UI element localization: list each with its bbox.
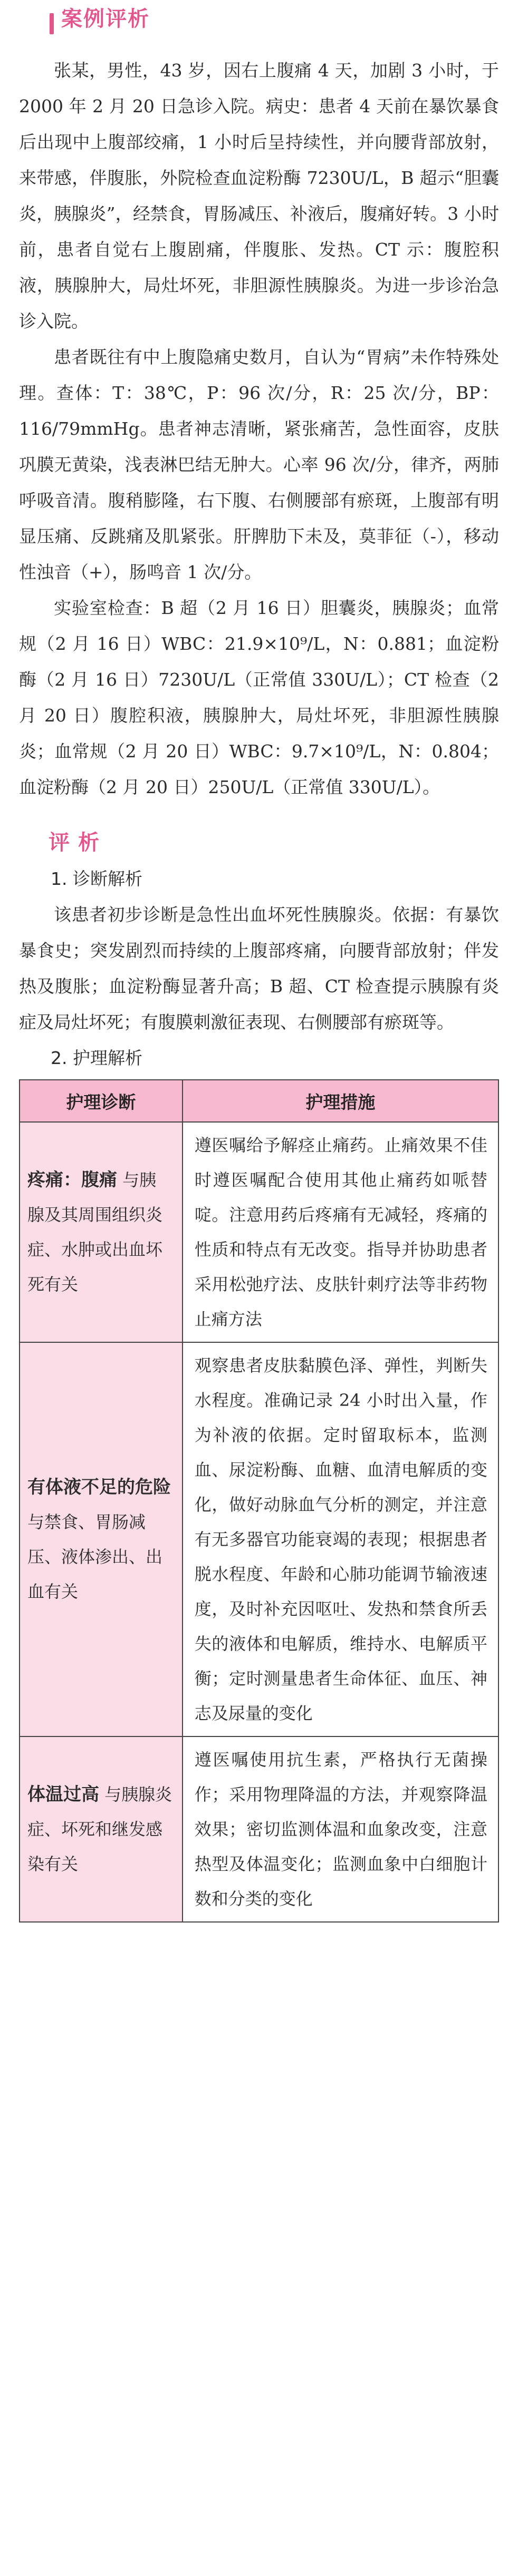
nursing-care-table xyxy=(19,1079,499,1923)
table-row xyxy=(20,1122,498,1342)
analysis-section-header xyxy=(19,824,499,861)
measure-cell: 遵医嘱使用抗生素，严格执行无菌操作；采用物理降温的方法，并观察降温效果；密切监测体温和血象改变，注意热型及体温变化；监测血象中白细胞计数和分类的变化 xyxy=(183,1736,498,1922)
diagnosis-cell xyxy=(20,1122,183,1342)
diagnosis-cause: 与胰腺炎症、坏死和继发感染有关 xyxy=(27,1784,172,1874)
case-paragraph-exam: 患者既往有中上腹隐痛史数月，自认为“胃病”未作特殊处理。查体：T：38℃，P：96 次/分，R：25 次/分，BP：116/79mmHg。患者神志清晰，紧张痛苦，急性面容，皮肤巩膜无黄染，浅表淋巴结无肿大。心率 96 次/分，律齐，两肺呼吸音清。腹稍膨隆，右下腹、右侧腰部有瘀斑，上腹部有明显压痛、反跳痛及肌紧张。肝脾肋下未及，莫菲征（-），移动性浊音（+），肠鸣音 1 次/分。 xyxy=(19,347,499,582)
diagnosis-heading: 1. 诊断解析 xyxy=(51,869,142,889)
case-paragraph-lab: 实验室检查：B 超（2 月 16 日）胆囊炎，胰腺炎；血常规（2 月 16 日）WBC：21.9×10⁹/L，N：0.881；血淀粉酶（2 月 16 日）7230U/L（正常值 330U/L）；CT 检查（2 月 20 日）腹腔积液，胰腺肿大，局灶坏死，非胆源性胰腺炎；血常规（2 月 20 日）WBC：9.7×10⁹/L，N：0.804；血淀粉酶（2 月 20 日）250U/L（正常值 330U/L）。 xyxy=(19,598,499,797)
diagnosis-cause: 与禁食、胃肠减压、液体渗出、出血有关 xyxy=(27,1512,163,1602)
measure-cell: 遵医嘱给予解痉止痛药。止痛效果不佳时遵医嘱配合使用其他止痛药如哌替啶。注意用药后疼痛有无减轻，疼痛的性质和特点有无改变。指导并协助患者采用松弛疗法、皮肤针刺疗法等非药物止痛方法 xyxy=(183,1122,498,1342)
table-row xyxy=(20,1736,498,1922)
case-description xyxy=(19,53,499,805)
diagnosis-text: 该患者初步诊断是急性出血坏死性胰腺炎。依据：有暴饮暴食史；突发剧烈而持续的上腹部疼痛，向腰背部放射；伴发热及腹胀；血淀粉酶显著升高；B 超、CT 检查提示胰腺有炎症及局灶坏死；有腹膜刺激征表现、右侧腰部有瘀斑等。 xyxy=(19,904,499,1032)
diagnosis-name: 疼痛：腹痛 xyxy=(27,1169,117,1191)
diagnosis-cause: 与胰腺及其周围组织炎症、水肿或出血坏死有关 xyxy=(27,1170,163,1294)
section-marker xyxy=(50,13,54,34)
case-paragraph-history: 张某，男性，43 岁，因右上腹痛 4 天，加剧 3 小时，于 2000 年 2 月 20 日急诊入院。病史：患者 4 天前在暴饮暴食后出现中上腹部绞痛，1 小时后呈持续性，并向腰背部放射，来带感，伴腹胀，外院检查血淀粉酶 7230U/L，B 超示“胆囊炎，胰腺炎”，经禁食，胃肠减压、补液后，腹痛好转。3 小时前，患者自觉右上腹剧痛，伴腹胀、发热。CT 示：腹腔积液，胰腺肿大，局灶坏死，非胆源性胰腺炎。为进一步诊治急诊入院。 xyxy=(19,60,499,331)
nursing-heading: 2. 护理解析 xyxy=(51,1048,142,1068)
case-section-title: 案例评析 xyxy=(61,7,150,31)
header-nursing-measures: 护理措施 xyxy=(183,1080,498,1122)
document-page xyxy=(0,4,518,1944)
table-row xyxy=(20,1342,498,1736)
measure-cell: 观察患者皮肤黏膜色泽、弹性，判断失水程度。准确记录 24 小时出入量，作为补液的依据。定时留取标本，监测血、尿淀粉酶、血糖、血清电解质的变化，做好动脉血气分析的测定，并注意有无多器官功能衰竭的表现；根据患者脱水程度、年龄和心肺功能调节输液速度，及时补充因呕吐、发热和禁食所丢失的液体和电解质，维持水、电解质平衡；定时测量患者生命体征、血压、神志及尿量的变化 xyxy=(183,1342,498,1736)
header-nursing-diagnosis: 护理诊断 xyxy=(20,1080,183,1122)
diagnosis-cell xyxy=(20,1342,183,1736)
diagnosis-cell xyxy=(20,1736,183,1922)
case-section-header xyxy=(19,4,499,34)
table-header-row xyxy=(20,1080,498,1122)
analysis-section-title: 评析 xyxy=(49,831,108,855)
diagnosis-name: 有体液不足的危险 xyxy=(27,1477,171,1498)
diagnosis-name: 体温过高 xyxy=(27,1784,99,1805)
